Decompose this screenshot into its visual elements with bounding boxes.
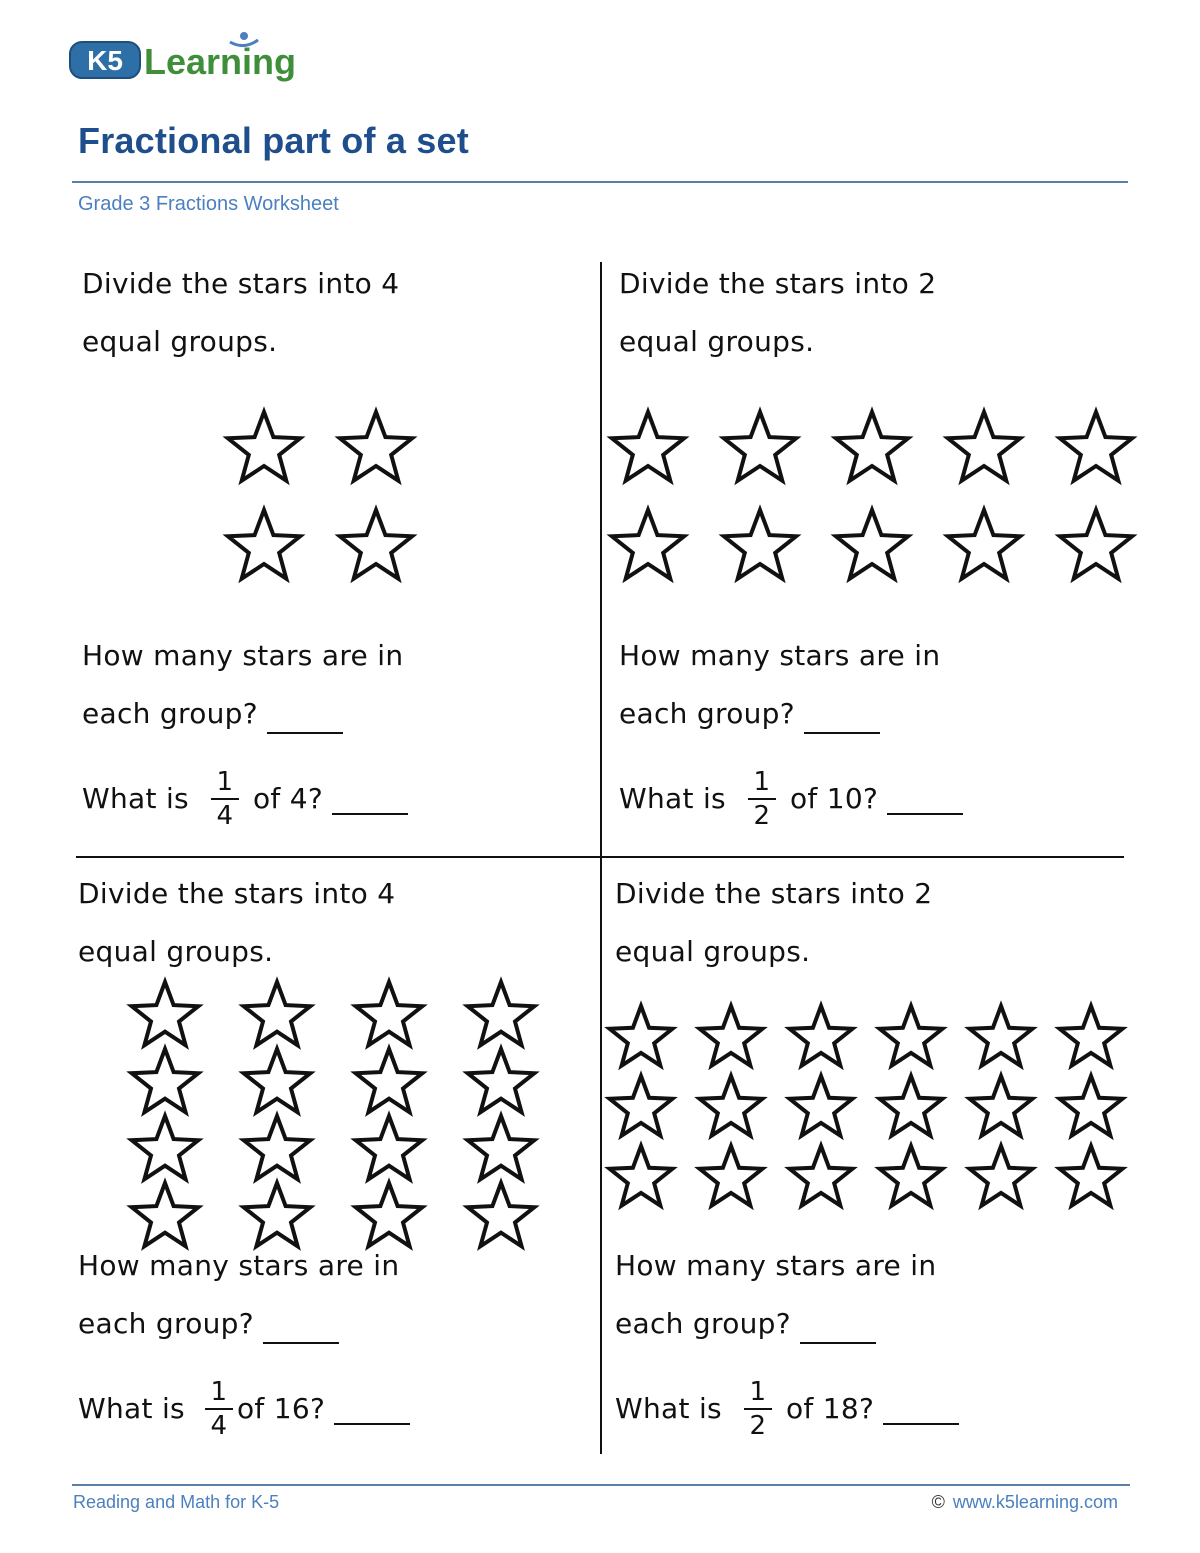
footer-divider xyxy=(72,1484,1130,1486)
numerator: 1 xyxy=(749,1377,767,1407)
star-outline-icon xyxy=(612,412,684,481)
star-outline-icon xyxy=(700,1076,763,1136)
star-outline-icon xyxy=(836,510,908,579)
horizontal-divider xyxy=(76,856,1124,858)
star-outline-icon xyxy=(700,1146,763,1206)
of-text: of 4? xyxy=(252,782,324,815)
star-outline-icon xyxy=(880,1076,943,1136)
star-outline-icon xyxy=(880,1146,943,1206)
problem-instruction-cont: equal groups. xyxy=(615,935,811,968)
star-outline-icon xyxy=(1060,510,1132,579)
star-outline-icon xyxy=(610,1006,673,1066)
problem-instruction: Divide the stars into 4 xyxy=(82,267,400,300)
fraction-question xyxy=(78,1378,410,1440)
question-line-cont xyxy=(82,694,343,734)
star-outline-icon xyxy=(724,412,796,481)
star-outline-icon xyxy=(468,1049,535,1112)
answer-blank[interactable] xyxy=(800,1312,876,1344)
page-subtitle: Grade 3 Fractions Worksheet xyxy=(78,193,339,215)
problem-instruction-cont: equal groups. xyxy=(619,325,815,358)
footer-url-link[interactable]: www.k5learning.com xyxy=(952,1492,1118,1512)
star-outline-icon xyxy=(1060,1076,1123,1136)
question-line: How many stars are in xyxy=(615,1249,937,1282)
answer-blank[interactable] xyxy=(804,702,880,734)
star-outline-icon xyxy=(610,1146,673,1206)
star-outline-icon xyxy=(948,412,1020,481)
what-is-text: What is xyxy=(82,782,189,815)
k5-logo xyxy=(68,28,308,88)
svg-text:Learning: Learning xyxy=(144,41,297,82)
denominator: 4 xyxy=(216,801,234,831)
footer-site xyxy=(932,1492,1118,1513)
question-text: each group? xyxy=(619,697,795,730)
star-outline-icon xyxy=(132,982,199,1045)
star-outline-icon xyxy=(468,982,535,1045)
what-is-text: What is xyxy=(619,782,726,815)
star-outline-icon xyxy=(356,1183,423,1246)
star-outline-icon xyxy=(1060,412,1132,481)
fraction-bar xyxy=(748,798,776,800)
problem-instruction: Divide the stars into 2 xyxy=(615,877,933,910)
numerator: 1 xyxy=(216,767,234,797)
star-outline-icon xyxy=(244,1049,311,1112)
fraction xyxy=(744,1378,772,1440)
fraction-question xyxy=(615,1378,959,1440)
star-outline-icon xyxy=(340,412,412,481)
problem-instruction: Divide the stars into 2 xyxy=(619,267,937,300)
star-outline-icon xyxy=(132,1049,199,1112)
answer-blank[interactable] xyxy=(267,702,343,734)
star-outline-icon xyxy=(612,510,684,579)
star-outline-icon xyxy=(228,510,300,579)
question-line: How many stars are in xyxy=(82,639,404,672)
star-outline-icon xyxy=(356,982,423,1045)
star-outline-icon xyxy=(700,1006,763,1066)
star-outline-icon xyxy=(724,510,796,579)
star-outline-icon xyxy=(790,1076,853,1136)
question-line: How many stars are in xyxy=(78,1249,400,1282)
denominator: 4 xyxy=(210,1411,228,1441)
star-outline-icon xyxy=(790,1006,853,1066)
numerator: 1 xyxy=(210,1377,228,1407)
fraction-bar xyxy=(205,1408,233,1410)
star-outline-icon xyxy=(132,1183,199,1246)
what-is-text: What is xyxy=(78,1392,185,1425)
star-outline-icon xyxy=(836,412,908,481)
answer-blank[interactable] xyxy=(887,783,963,815)
footer-tagline: Reading and Math for K-5 xyxy=(73,1492,280,1512)
question-line: How many stars are in xyxy=(619,639,941,672)
star-outline-icon xyxy=(340,510,412,579)
star-grid-1 xyxy=(224,410,424,590)
denominator: 2 xyxy=(749,1411,767,1441)
answer-blank[interactable] xyxy=(332,783,408,815)
star-outline-icon xyxy=(228,412,300,481)
star-outline-icon xyxy=(880,1006,943,1066)
fraction-question xyxy=(82,768,408,830)
answer-blank[interactable] xyxy=(263,1312,339,1344)
of-text: of 10? xyxy=(789,782,879,815)
numerator: 1 xyxy=(753,767,771,797)
vertical-divider xyxy=(600,262,602,1454)
fraction xyxy=(205,1378,233,1440)
star-outline-icon xyxy=(468,1116,535,1179)
of-text: of 16? xyxy=(236,1392,326,1425)
question-line-cont xyxy=(615,1304,876,1344)
star-outline-icon xyxy=(970,1146,1033,1206)
star-grid-2 xyxy=(608,410,1138,590)
svg-text:K5: K5 xyxy=(87,45,123,76)
star-outline-icon xyxy=(356,1116,423,1179)
star-grid-3 xyxy=(128,980,548,1250)
header-divider xyxy=(72,181,1128,183)
of-text: of 18? xyxy=(785,1392,875,1425)
star-outline-icon xyxy=(948,510,1020,579)
star-outline-icon xyxy=(132,1116,199,1179)
copyright-icon: © xyxy=(931,1492,945,1512)
star-outline-icon xyxy=(244,982,311,1045)
fraction-bar xyxy=(211,798,239,800)
question-line-cont xyxy=(78,1304,339,1344)
problem-instruction-cont: equal groups. xyxy=(78,935,274,968)
fraction-bar xyxy=(744,1408,772,1410)
fraction xyxy=(748,768,776,830)
answer-blank[interactable] xyxy=(883,1393,959,1425)
star-grid-4 xyxy=(606,1004,1136,1214)
star-outline-icon xyxy=(468,1183,535,1246)
answer-blank[interactable] xyxy=(334,1393,410,1425)
denominator: 2 xyxy=(753,801,771,831)
problem-instruction-cont: equal groups. xyxy=(82,325,278,358)
question-text: each group? xyxy=(82,697,258,730)
star-outline-icon xyxy=(244,1116,311,1179)
star-outline-icon xyxy=(1060,1006,1123,1066)
star-outline-icon xyxy=(790,1146,853,1206)
fraction-question xyxy=(619,768,963,830)
k5-logo-icon xyxy=(68,28,308,88)
page-title: Fractional part of a set xyxy=(78,120,469,161)
question-text: each group? xyxy=(615,1307,791,1340)
question-text: each group? xyxy=(78,1307,254,1340)
problem-instruction: Divide the stars into 4 xyxy=(78,877,396,910)
star-outline-icon xyxy=(970,1006,1033,1066)
what-is-text: What is xyxy=(615,1392,722,1425)
star-outline-icon xyxy=(244,1183,311,1246)
star-outline-icon xyxy=(356,1049,423,1112)
star-outline-icon xyxy=(970,1076,1033,1136)
question-line-cont xyxy=(619,694,880,734)
star-outline-icon xyxy=(610,1076,673,1136)
star-outline-icon xyxy=(1060,1146,1123,1206)
fraction xyxy=(211,768,239,830)
